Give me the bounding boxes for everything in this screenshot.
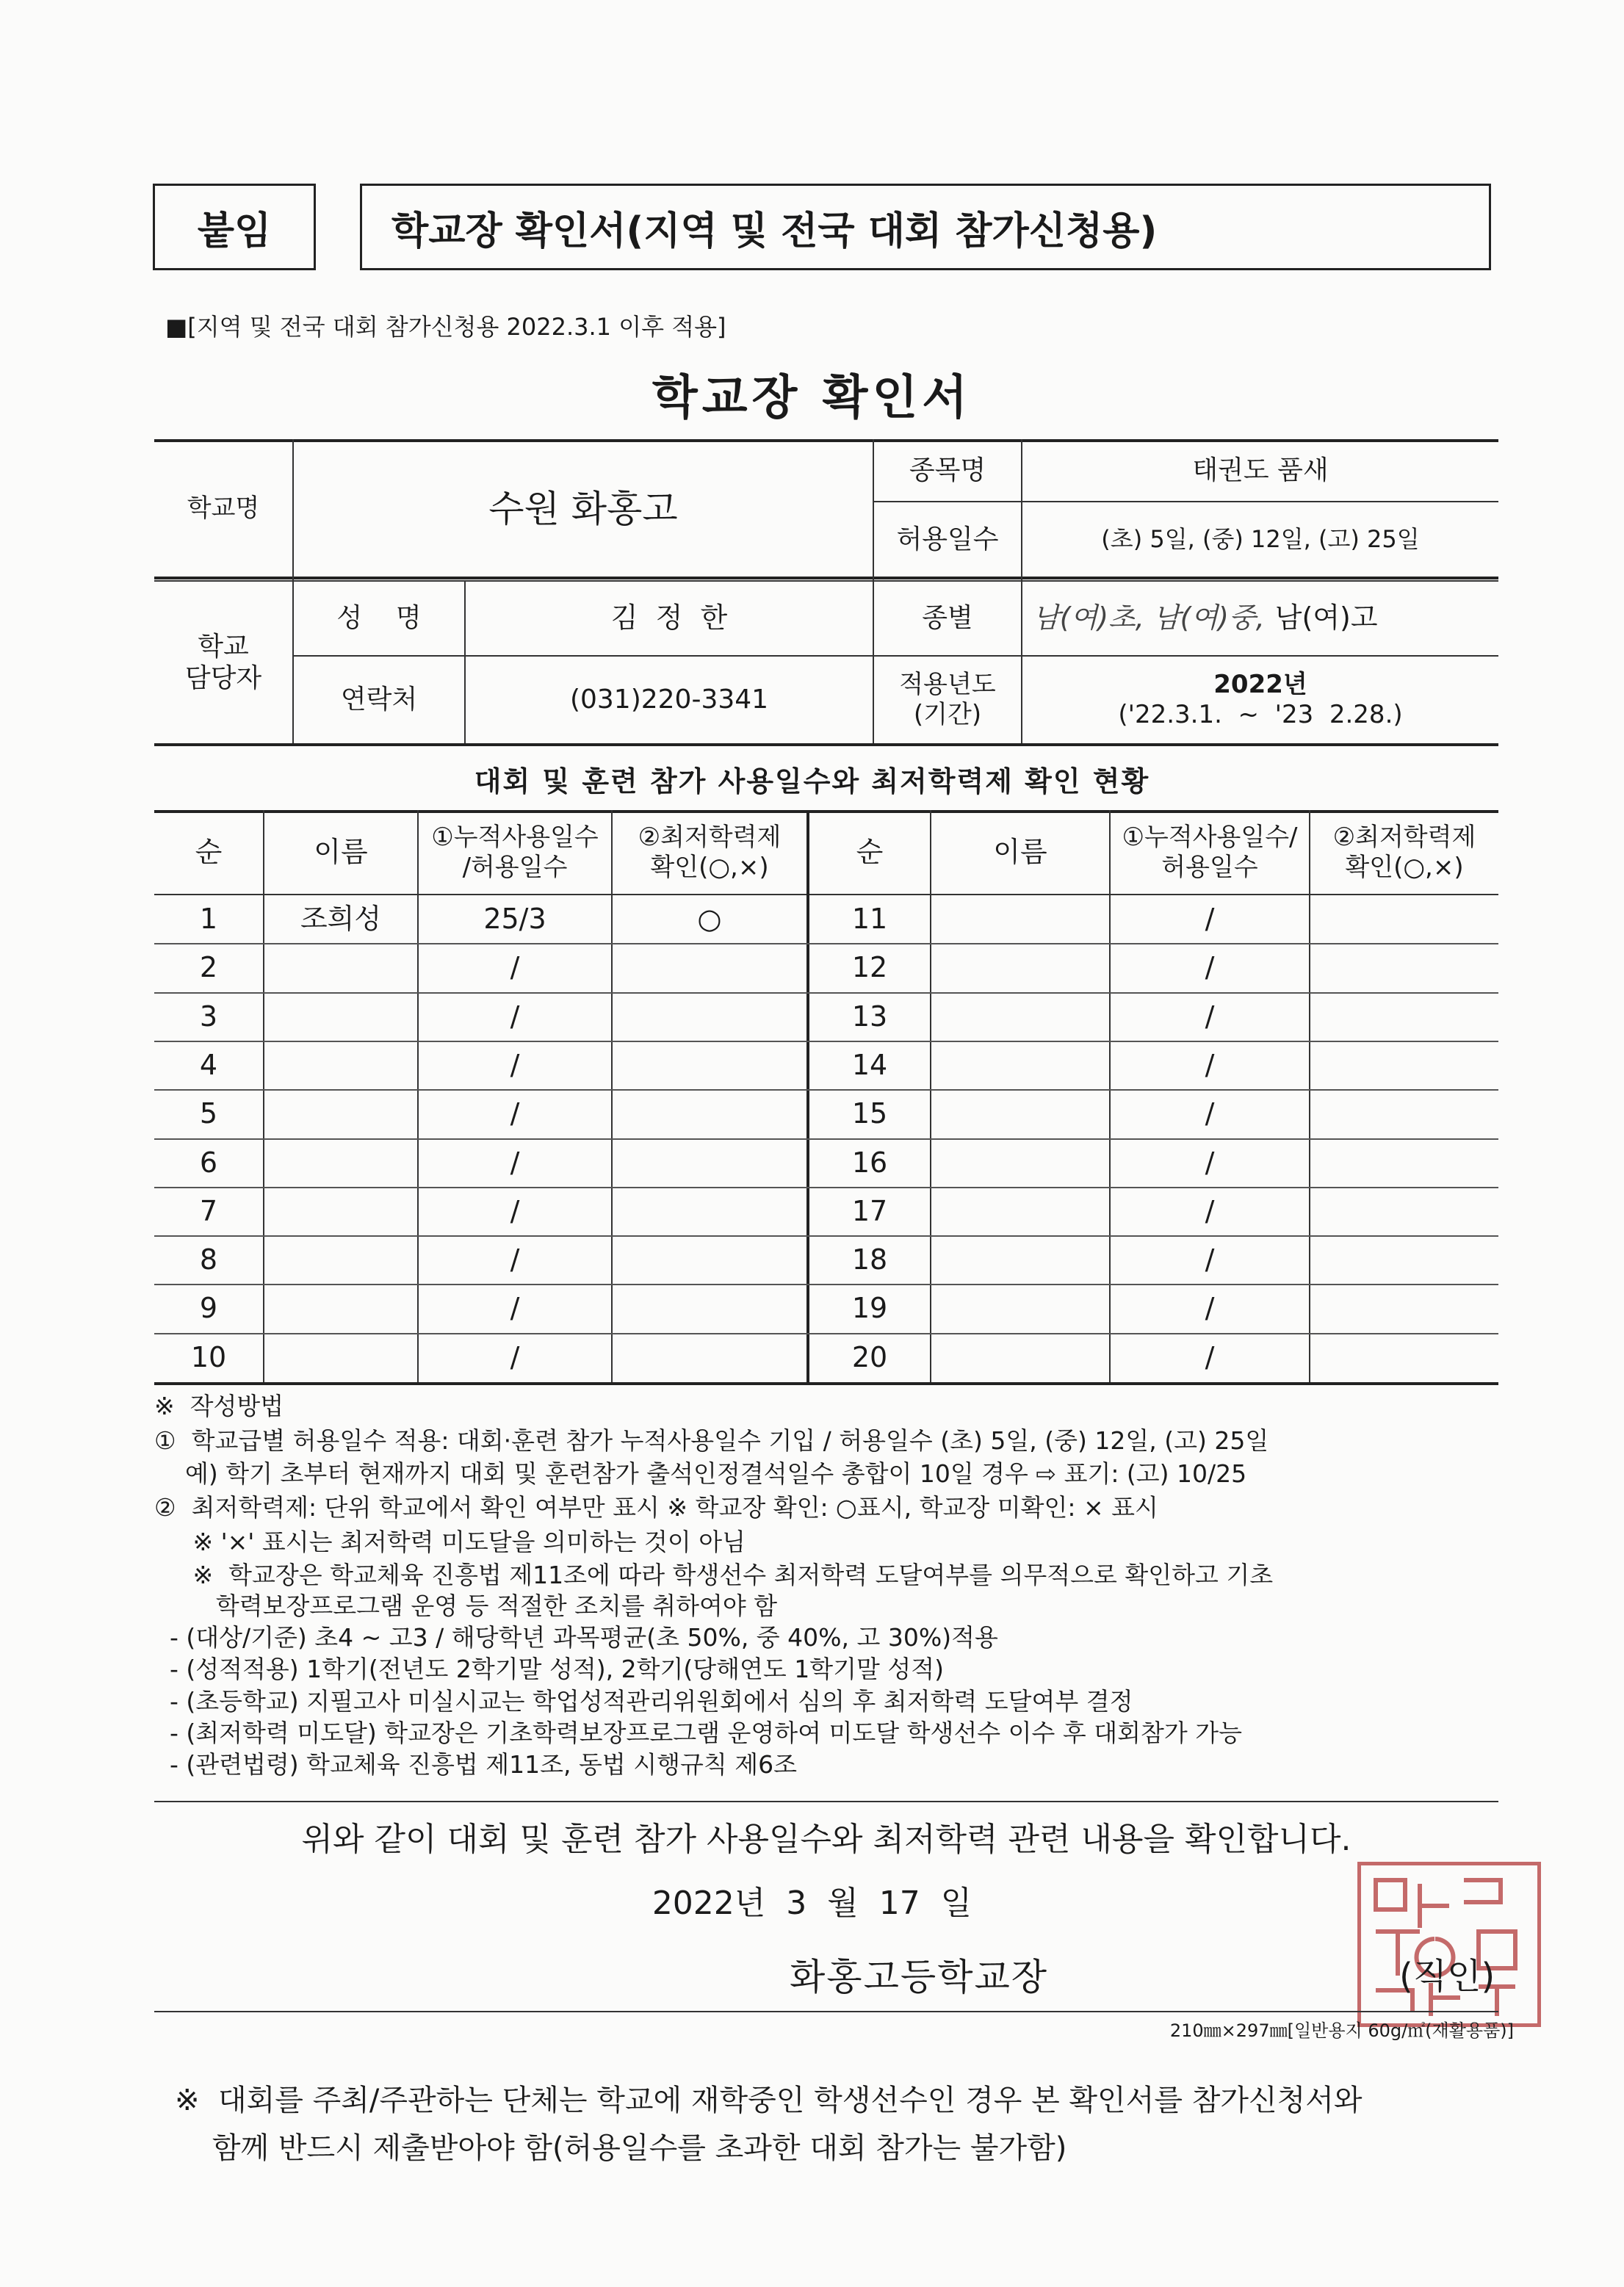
header-days-left-2: /허용일수 bbox=[462, 853, 568, 882]
attachment-tag-text: 붙임 bbox=[197, 209, 272, 253]
table-cell-name-r bbox=[931, 993, 1109, 1041]
manager-label bbox=[154, 582, 292, 743]
note-line: ② 최저학력제: 단위 학교에서 확인 여부만 표시 ※ 학교장 확인: ○표시, 학교장 미확인: × 표시 bbox=[154, 1493, 1158, 1522]
table-cell-name-l: 조희성 bbox=[300, 903, 382, 936]
footer-line-2: 함께 반드시 제출받아야 함(허용일수를 초과한 대회 참가는 불가함) bbox=[175, 2131, 1067, 2165]
table-cell-check-r bbox=[1310, 895, 1498, 944]
note-line: - (초등학교) 지필고사 미실시교는 학업성적관리위원회에서 심의 후 최저학력 도달여부 결정 bbox=[154, 1687, 1133, 1716]
note-line: - (대상/기준) 초4 ~ 고3 / 해당학년 과목평균(초 50%, 중 40%, 고 30%)적용 bbox=[154, 1623, 998, 1652]
table-cell-check-r bbox=[1310, 944, 1498, 992]
table-cell-name-l bbox=[264, 1188, 417, 1236]
table-cell-no-r: 20 bbox=[851, 1341, 888, 1374]
year-label bbox=[874, 657, 1021, 743]
table-cell-check-l bbox=[613, 1285, 806, 1333]
table-cell-no-l: 5 bbox=[199, 1097, 218, 1130]
table-cell-check-l bbox=[613, 1334, 806, 1382]
table-cell-days-r: / bbox=[1205, 1049, 1215, 1082]
header-name-right: 이름 bbox=[993, 836, 1047, 869]
table-cell-no-r: 15 bbox=[851, 1097, 888, 1130]
note-line: - (관련법령) 학교체육 진흥법 제11조, 동법 시행규칙 제6조 bbox=[154, 1750, 797, 1779]
note-line: ※ 작성방법 bbox=[154, 1392, 284, 1420]
table-cell-check-l bbox=[613, 1139, 806, 1188]
table-cell-name-l bbox=[264, 1285, 417, 1333]
table-cell-no-r: 18 bbox=[851, 1243, 888, 1276]
table-cell-days-l: / bbox=[510, 1049, 520, 1082]
table-cell-days-l: / bbox=[510, 1146, 520, 1179]
seal-pattern-icon bbox=[1361, 1865, 1537, 2023]
table-cell-no-r: 14 bbox=[851, 1049, 888, 1082]
table-cell-days-r: / bbox=[1205, 1341, 1215, 1374]
table-cell-no-l: 1 bbox=[199, 903, 218, 936]
header-days-right bbox=[1111, 812, 1309, 894]
note-line: - (성적적용) 1학기(전년도 2학기말 성적), 2학기(당해연도 1학기말 성적) bbox=[154, 1655, 944, 1683]
table-cell-days-l: / bbox=[510, 1292, 520, 1325]
table-cell-name-l bbox=[264, 1041, 417, 1090]
footer-line-1: ※ 대회를 주최/주관하는 단체는 학교에 재학중인 학생선수인 경우 본 확인서를 참가신청서와 bbox=[175, 2084, 1363, 2117]
table-cell-no-r: 11 bbox=[851, 903, 888, 936]
header-no-right: 순 bbox=[856, 836, 884, 869]
table-cell-name-r bbox=[931, 944, 1109, 992]
table-cell-name-r bbox=[931, 1334, 1109, 1382]
table-cell-check-r bbox=[1310, 993, 1498, 1041]
table-cell-no-l: 4 bbox=[199, 1049, 218, 1082]
contact-value: (031)220-3341 bbox=[569, 684, 769, 715]
table-cell-name-l bbox=[264, 993, 417, 1041]
table-cell-days-l: / bbox=[510, 1195, 520, 1228]
doc-title: 학교장 확인서 bbox=[652, 371, 972, 425]
table-cell-check-l bbox=[613, 993, 806, 1041]
table-cell-name-r bbox=[931, 1236, 1109, 1285]
confirm-text: 위와 같이 대회 및 훈련 참가 사용일수와 최저학력 관련 내용을 확인합니다. bbox=[301, 1821, 1351, 1858]
school-label: 학교명 bbox=[187, 494, 260, 524]
manager-label-1: 학교 bbox=[198, 631, 249, 662]
table-cell-days-r: / bbox=[1205, 903, 1215, 936]
applies-note: ■[지역 및 전국 대회 참가신청용 2022.3.1 이후 적용] bbox=[165, 313, 726, 341]
table-cell-days-l: / bbox=[510, 1097, 520, 1130]
table-cell-check-r bbox=[1310, 1236, 1498, 1285]
school-seal bbox=[1357, 1862, 1541, 2027]
table-cell-no-r: 13 bbox=[851, 1000, 888, 1033]
year-label-2: (기간) bbox=[913, 700, 982, 729]
table-cell-no-l: 10 bbox=[190, 1341, 227, 1374]
table-cell-name-r bbox=[931, 1139, 1109, 1188]
header-title: 학교장 확인서(지역 및 전국 대회 참가신청용) bbox=[391, 209, 1158, 253]
table-cell-days-r: / bbox=[1205, 1097, 1215, 1130]
header-check-right-2: 확인(○,×) bbox=[1345, 853, 1464, 882]
header-title-box bbox=[360, 184, 1491, 270]
table-cell-no-l: 6 bbox=[199, 1146, 218, 1179]
table-cell-no-l: 2 bbox=[199, 951, 218, 984]
table-cell-check-r bbox=[1310, 1188, 1498, 1236]
date-text: 2022년 3 월 17 일 bbox=[652, 1885, 972, 1922]
note-line: 예) 학기 초부터 현재까지 대회 및 훈련참가 출석인정결석일수 총합이 10일 경우 ⇨ 표기: (고) 10/25 bbox=[154, 1459, 1247, 1488]
table-cell-days-l: 25/3 bbox=[483, 903, 546, 936]
attachment-tag bbox=[153, 184, 316, 270]
table-cell-check-r bbox=[1310, 1041, 1498, 1090]
table-cell-name-l bbox=[264, 1139, 417, 1188]
name-value: 김 정 한 bbox=[610, 601, 728, 635]
table-cell-name-r bbox=[931, 1090, 1109, 1138]
header-check-right bbox=[1310, 812, 1498, 894]
table-cell-no-l: 8 bbox=[199, 1243, 218, 1276]
table-cell-check-r bbox=[1310, 1090, 1498, 1138]
days-label: 허용일수 bbox=[896, 524, 999, 554]
gender-value bbox=[1022, 582, 1509, 655]
table-cell-name-l bbox=[264, 944, 417, 992]
table-cell-check-r bbox=[1310, 1139, 1498, 1188]
year-value bbox=[1022, 657, 1498, 743]
table-cell-no-r: 16 bbox=[851, 1146, 888, 1179]
status-title: 대회 및 훈련 참가 사용일수와 최저학력제 확인 현황 bbox=[474, 765, 1150, 798]
gender-value-2: 남(여)고 bbox=[1274, 601, 1378, 635]
header-check-left bbox=[613, 812, 806, 894]
header-no-left: 순 bbox=[195, 836, 223, 869]
table-cell-check-r bbox=[1310, 1285, 1498, 1333]
header-check-left-1: ②최저학력제 bbox=[638, 823, 782, 853]
sport-label: 종목명 bbox=[909, 455, 986, 486]
paper-spec: 210㎜×297㎜[일반용지 60g/㎡(재활용품)] bbox=[1169, 2020, 1514, 2041]
table-cell-no-l: 3 bbox=[199, 1000, 218, 1033]
year-label-1: 적용년도 bbox=[899, 670, 996, 700]
gender-value-1: 남(여)초, 남(여)중, bbox=[1033, 601, 1265, 635]
table-cell-days-l: / bbox=[510, 951, 520, 984]
note-line: 학력보장프로그램 운영 등 적절한 조치를 취하여야 함 bbox=[154, 1591, 778, 1620]
table-cell-no-r: 19 bbox=[851, 1292, 888, 1325]
table-cell-check-l bbox=[613, 1188, 806, 1236]
table-cell-days-r: / bbox=[1205, 1292, 1215, 1325]
contact-label: 연락처 bbox=[340, 684, 418, 715]
note-line: ※ '×' 표시는 최저학력 미도달을 의미하는 것이 아님 bbox=[154, 1528, 746, 1556]
table-cell-check-l bbox=[613, 1236, 806, 1285]
table-cell-days-l: / bbox=[510, 1243, 520, 1276]
table-cell-days-l: / bbox=[510, 1000, 520, 1033]
gender-label: 종별 bbox=[922, 603, 973, 634]
table-cell-days-r: / bbox=[1205, 1195, 1215, 1228]
header-days-right-2: 허용일수 bbox=[1161, 853, 1258, 882]
table-cell-check-l bbox=[613, 1041, 806, 1090]
sport-value: 태권도 품새 bbox=[1192, 455, 1329, 486]
note-line: ※ 학교장은 학교체육 진흥법 제11조에 따라 학생선수 최저학력 도달여부를 의무적으로 확인하고 기초 bbox=[154, 1561, 1274, 1589]
table-cell-name-l bbox=[264, 1236, 417, 1285]
table-cell-check-l bbox=[613, 1090, 806, 1138]
table-cell-days-r: / bbox=[1205, 1000, 1215, 1033]
year-value-2: ('22.3.1. ~ '23 2.28.) bbox=[1118, 700, 1403, 729]
manager-label-2: 담당자 bbox=[184, 663, 262, 693]
table-cell-check-r bbox=[1310, 1334, 1498, 1382]
table-cell-name-r bbox=[931, 895, 1109, 944]
table-cell-no-l: 9 bbox=[199, 1292, 218, 1325]
table-cell-no-r: 17 bbox=[851, 1195, 888, 1228]
table-cell-name-r bbox=[931, 1188, 1109, 1236]
school-value: 수원 화홍고 bbox=[488, 487, 678, 530]
table-cell-days-r: / bbox=[1205, 951, 1215, 984]
header-days-left-1: ①누적사용일수 bbox=[431, 823, 599, 853]
table-cell-name-l bbox=[264, 1334, 417, 1382]
table-cell-no-l: 7 bbox=[199, 1195, 218, 1228]
note-line: ① 학교급별 허용일수 적용: 대회·훈련 참가 누적사용일수 기입 / 허용일수 (초) 5일, (중) 12일, (고) 25일 bbox=[154, 1426, 1269, 1455]
name-label: 성 명 bbox=[336, 603, 422, 634]
table-cell-name-l bbox=[264, 1090, 417, 1138]
note-line: - (최저학력 미도달) 학교장은 기초학력보장프로그램 운영하여 미도달 학생선수 이수 후 대회참가 가능 bbox=[154, 1719, 1243, 1747]
header-name-left: 이름 bbox=[314, 836, 368, 869]
table-cell-days-r: / bbox=[1205, 1243, 1215, 1276]
table-cell-name-r bbox=[931, 1285, 1109, 1333]
header-days-left bbox=[419, 812, 611, 894]
days-value: (초) 5일, (중) 12일, (고) 25일 bbox=[1101, 525, 1420, 554]
signer: 화홍고등학교장 bbox=[790, 1956, 1049, 1998]
header-check-left-2: 확인(○,×) bbox=[650, 853, 769, 882]
header-check-right-1: ②최저학력제 bbox=[1332, 823, 1476, 853]
table-cell-no-r: 12 bbox=[851, 951, 888, 984]
table-cell-check-l bbox=[613, 944, 806, 992]
table-cell-name-r bbox=[931, 1041, 1109, 1090]
table-cell-days-l: / bbox=[510, 1341, 520, 1374]
seal-label: (직인) bbox=[1399, 1956, 1495, 1997]
header-days-right-1: ①누적사용일수/ bbox=[1122, 823, 1298, 853]
table-cell-days-r: / bbox=[1205, 1146, 1215, 1179]
year-value-1: 2022년 bbox=[1213, 670, 1307, 700]
table-cell-check-l: ○ bbox=[697, 903, 722, 936]
